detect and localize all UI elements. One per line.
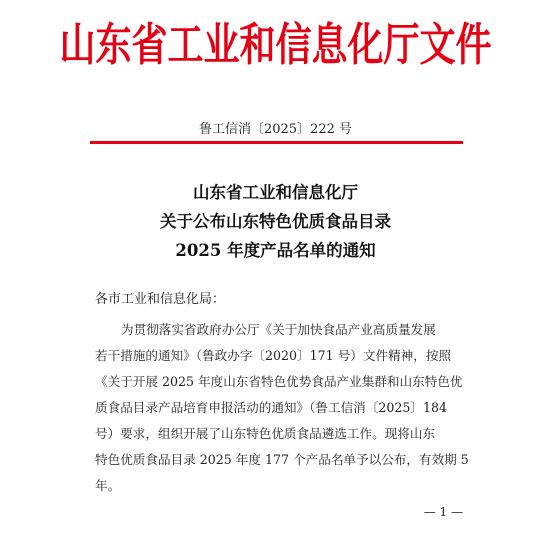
body-line-3: 《关于开展 2025 年度山东省特色优势食品产业集群和山东特色优	[95, 374, 463, 389]
title-line-1: 山东省工业和信息化厅	[193, 183, 358, 202]
body-line-1: 为贯彻落实省政府办公厅《关于加快食品产业高质量发展	[121, 322, 436, 337]
body-line-2: 若干措施的通知》（鲁政办字〔2020〕171 号）文件精神，按照	[95, 348, 452, 363]
title-line-3: 2025 年度产品名单的通知	[175, 241, 376, 260]
body-paragraph	[95, 317, 475, 499]
body-line-4: 质食品目录产品培育申报活动的通知》（鲁工信消〔2025〕184	[95, 400, 448, 415]
page-number: — 1 —	[423, 505, 463, 519]
body-line-6: 特色优质食品目录 2025 年度 177 个产品名单予以公布，有效期 5	[95, 452, 469, 467]
title-line-2: 关于公布山东特色优质食品目录	[160, 212, 391, 231]
body-line-7: 年。	[95, 478, 121, 493]
salutation: 各市工业和信息化局：	[95, 292, 226, 307]
notice-title	[0, 178, 551, 265]
body-line-5: 号）要求，组织开展了山东特色优质食品遴选工作。现将山东	[95, 426, 436, 441]
document-masthead: 山东省工业和信息化厅文件	[59, 18, 492, 72]
document-number: 鲁工信消〔2025〕222 号	[198, 122, 353, 137]
red-divider-rule	[90, 141, 463, 144]
